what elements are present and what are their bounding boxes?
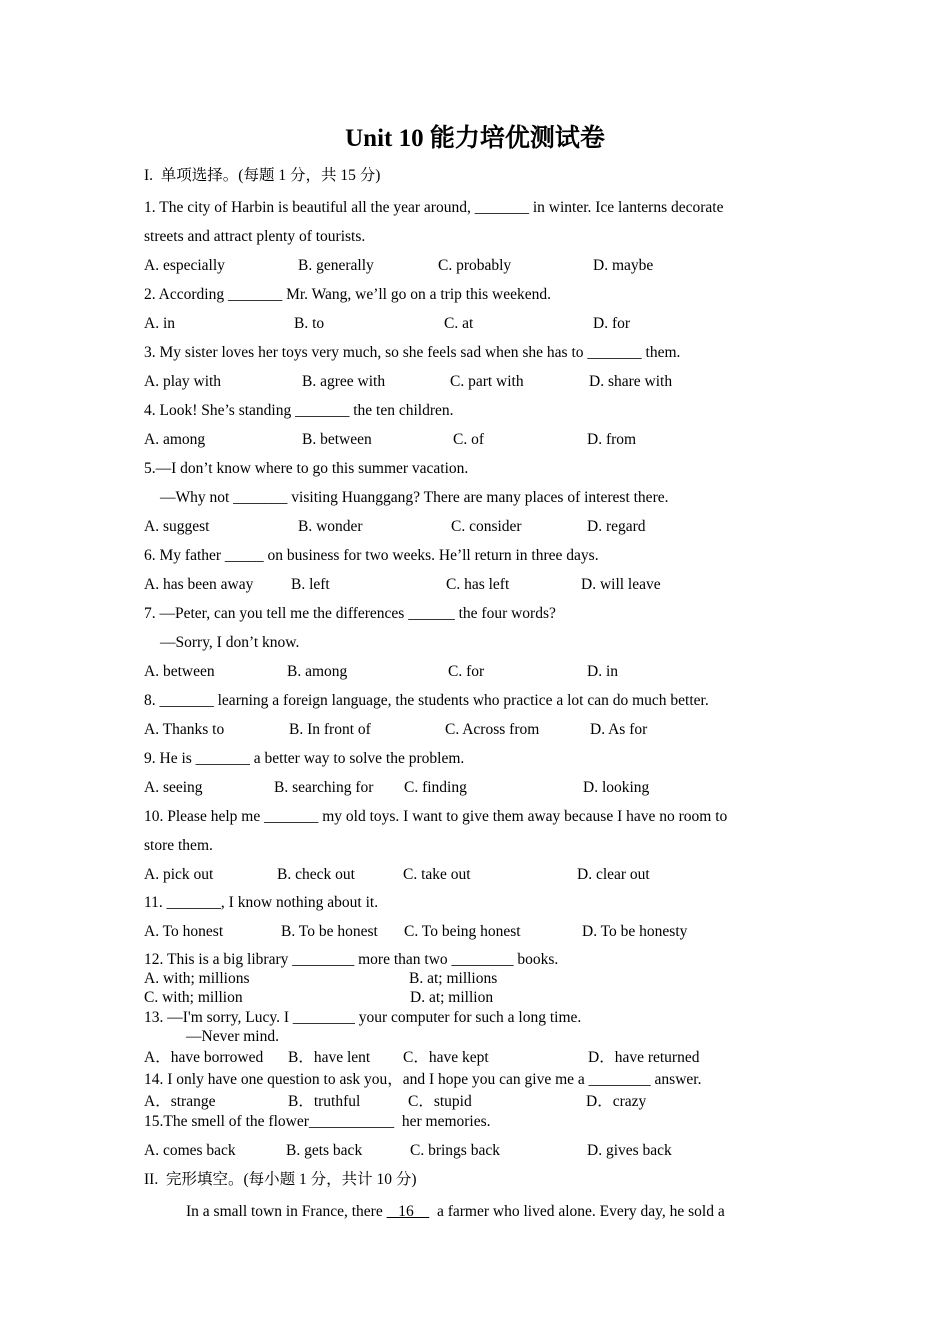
- question-stem: streets and attract plenty of tourists.: [144, 228, 366, 245]
- option-d: D. from: [587, 431, 637, 448]
- question-stem: 13. —I'm sorry, Lucy. I ________ your computer for such a long time.: [144, 1009, 582, 1026]
- question-stem: 2. According _______ Mr. Wang, we’ll go on a trip this weekend.: [144, 286, 551, 303]
- option-b: B. gets back: [286, 1142, 363, 1159]
- option-b: B. generally: [298, 257, 374, 274]
- option-d: D. in: [587, 663, 618, 680]
- option-d: D. will leave: [581, 576, 661, 593]
- option-d: D. for: [593, 315, 631, 332]
- option-c: C. Across from: [445, 721, 540, 738]
- cloze-text: In a small town in France, there: [186, 1203, 387, 1220]
- option-a: A. has been away: [144, 576, 254, 593]
- option-a: A. comes back: [144, 1142, 236, 1159]
- option-b: B. at; millions: [409, 970, 498, 987]
- question-stem: 3. My sister loves her toys very much, so she feels sad when she has to _______ them.: [144, 344, 681, 361]
- option-c: C．have kept: [403, 1049, 489, 1066]
- question-stem: —Never mind.: [186, 1028, 279, 1045]
- option-a: A. play with: [144, 373, 222, 390]
- option-c: C. with; million: [144, 989, 243, 1006]
- option-c: C. for: [448, 663, 485, 680]
- option-c: C. part with: [450, 373, 524, 390]
- option-c: C. To being honest: [404, 923, 521, 940]
- option-b: B. check out: [277, 866, 355, 883]
- option-d: D. looking: [583, 779, 650, 796]
- option-a: A. pick out: [144, 866, 214, 883]
- option-c: C. brings back: [410, 1142, 500, 1159]
- question-stem: store them.: [144, 837, 213, 854]
- option-d: D. gives back: [587, 1142, 672, 1159]
- option-a: A. with; millions: [144, 970, 250, 987]
- option-d: D. at; million: [410, 989, 494, 1006]
- question-stem: 6. My father _____ on business for two weeks. He’ll return in three days.: [144, 547, 599, 564]
- option-a: A. suggest: [144, 518, 210, 535]
- option-d: D. As for: [590, 721, 648, 738]
- question-stem: 10. Please help me _______ my old toys. I want to give them away because I have no room to: [144, 808, 728, 825]
- option-b: B. wonder: [298, 518, 363, 535]
- section-heading: II. 完形填空。(每小题 1 分，共计 10 分): [144, 1171, 417, 1188]
- option-b: B. left: [291, 576, 330, 593]
- option-b: B．have lent: [288, 1049, 371, 1066]
- option-c: C. at: [444, 315, 474, 332]
- option-c: C. has left: [446, 576, 510, 593]
- question-stem: 5.—I don’t know where to go this summer vacation.: [144, 460, 469, 477]
- option-b: B．truthful: [288, 1093, 361, 1110]
- page-title: Unit 10 能力培优测试卷: [345, 125, 605, 152]
- option-c: C. finding: [404, 779, 467, 796]
- option-a: A. Thanks to: [144, 721, 225, 738]
- option-a: A. between: [144, 663, 215, 680]
- question-stem: 8. _______ learning a foreign language, the students who practice a lot can do much better.: [144, 692, 709, 709]
- question-stem: 14. I only have one question to ask you，and I hope you can give me a ________ answer.: [144, 1071, 702, 1088]
- question-stem: 15.The smell of the flower___________ her memories.: [144, 1113, 491, 1130]
- option-b: B. In front of: [289, 721, 371, 738]
- option-a: A．strange: [144, 1093, 216, 1110]
- cloze-paragraph: [186, 1202, 725, 1222]
- cloze-text: a farmer who lived alone. Every day, he sold a: [429, 1203, 725, 1220]
- option-d: D．have returned: [588, 1049, 700, 1066]
- option-c: C. of: [453, 431, 484, 448]
- option-a: A．have borrowed: [144, 1049, 264, 1066]
- option-c: C. probably: [438, 257, 512, 274]
- option-d: D．crazy: [586, 1093, 647, 1110]
- question-stem: 4. Look! She’s standing _______ the ten children.: [144, 402, 454, 419]
- question-stem: 11. _______, I know nothing about it.: [144, 894, 379, 911]
- cloze-blank: 16: [386, 1203, 430, 1220]
- section-heading: I. 单项选择。(每题 1 分，共 15 分): [144, 167, 381, 184]
- option-a: A. among: [144, 431, 206, 448]
- question-stem: 9. He is _______ a better way to solve the problem.: [144, 750, 465, 767]
- option-c: C. take out: [403, 866, 471, 883]
- question-stem: 7. —Peter, can you tell me the differences ______ the four words?: [144, 605, 556, 622]
- option-d: D. maybe: [593, 257, 654, 274]
- option-b: B. between: [302, 431, 372, 448]
- option-d: D. clear out: [577, 866, 650, 883]
- option-a: A. seeing: [144, 779, 203, 796]
- option-b: B. among: [287, 663, 348, 680]
- question-stem: 1. The city of Harbin is beautiful all the year around, _______ in winter. Ice lanterns decorate: [144, 199, 724, 216]
- question-stem: —Sorry, I don’t know.: [160, 634, 300, 651]
- option-b: B. searching for: [274, 779, 374, 796]
- question-stem: 12. This is a big library ________ more than two ________ books.: [144, 951, 559, 968]
- question-stem: —Why not _______ visiting Huanggang? There are many places of interest there.: [160, 489, 669, 506]
- option-a: A. especially: [144, 257, 225, 274]
- option-d: D. To be honesty: [582, 923, 688, 940]
- option-a: A. To honest: [144, 923, 224, 940]
- option-b: B. To be honest: [281, 923, 378, 940]
- option-b: B. to: [294, 315, 325, 332]
- option-c: C．stupid: [408, 1093, 472, 1110]
- option-d: D. regard: [587, 518, 646, 535]
- option-c: C. consider: [451, 518, 522, 535]
- option-b: B. agree with: [302, 373, 386, 390]
- option-d: D. share with: [589, 373, 673, 390]
- option-a: A. in: [144, 315, 175, 332]
